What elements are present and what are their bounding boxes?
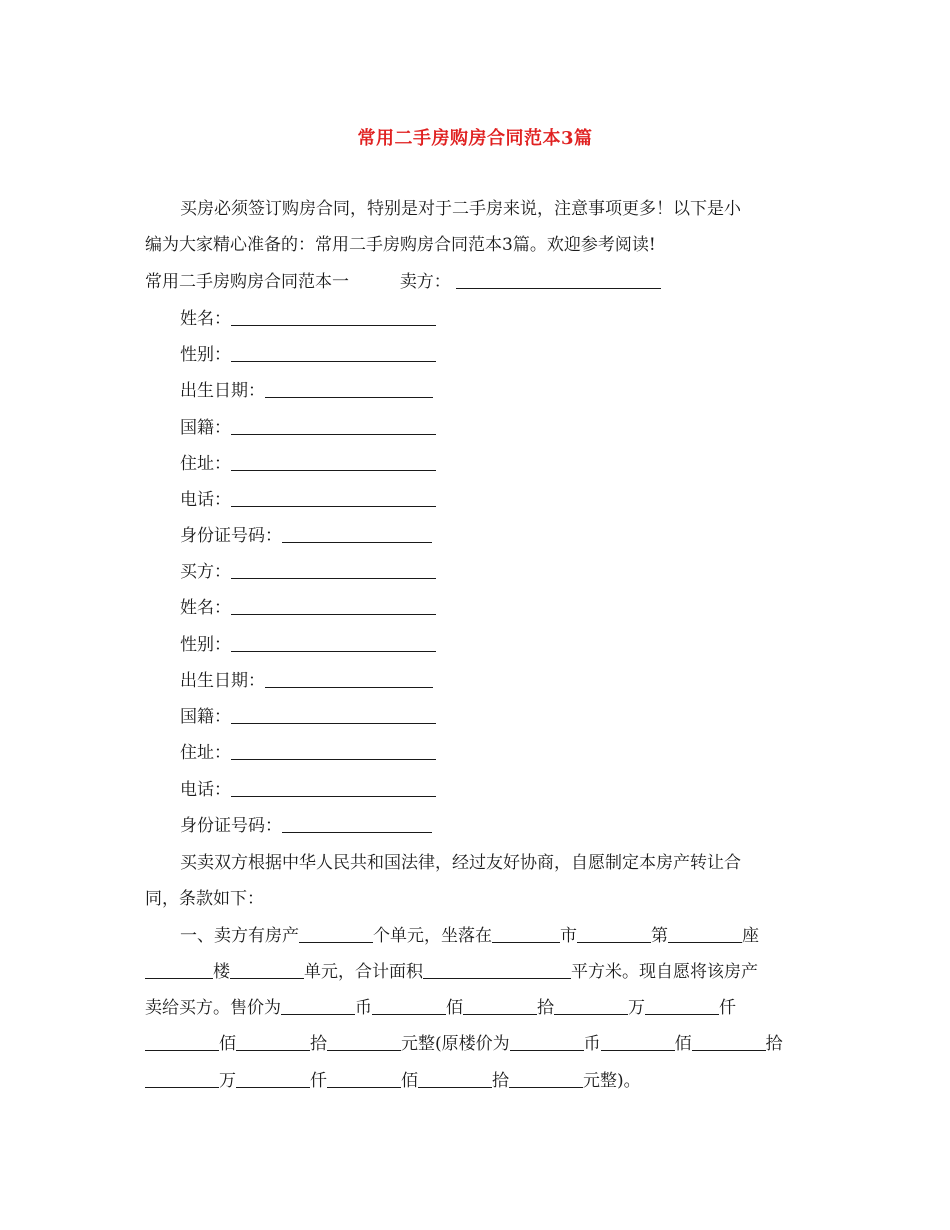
clause-row	[145, 1070, 641, 1092]
seller-blank	[456, 272, 661, 289]
clause-text: 拾	[765, 1034, 783, 1054]
fill-blank	[327, 1071, 401, 1088]
fill-blank	[145, 962, 213, 979]
intro-line-2: 编为大家精心准备的：常用二手房购房合同范本3篇。欢迎参考阅读!	[145, 235, 656, 255]
fill-blank	[645, 998, 719, 1015]
buyer-row	[180, 561, 436, 583]
fill-blank	[601, 1034, 675, 1051]
field-row	[180, 489, 436, 511]
field-label: 出生日期：	[180, 671, 265, 691]
clause-text: 单元，合计面积	[304, 962, 423, 982]
clause-text: 佰	[446, 998, 463, 1018]
clause-text: 平方米。现自愿将该房产	[571, 962, 758, 982]
fill-blank	[236, 1071, 310, 1088]
clause-text: 拾	[537, 998, 554, 1018]
field-row	[180, 308, 436, 330]
field-label: 性别：	[180, 635, 231, 655]
fill-blank	[510, 1034, 584, 1051]
clause-text: 佰	[219, 1034, 236, 1054]
fill-blank	[231, 418, 436, 435]
field-row	[180, 597, 436, 619]
clause-row	[145, 1033, 783, 1055]
field-row	[180, 525, 432, 547]
fill-blank	[231, 562, 436, 579]
fill-blank	[231, 490, 436, 507]
fill-blank	[463, 998, 537, 1015]
field-row	[180, 779, 436, 801]
seller-label: 卖方：	[399, 272, 451, 292]
fill-blank	[509, 1071, 583, 1088]
fill-blank	[327, 1034, 401, 1051]
clause-text: 币	[583, 1034, 601, 1054]
fill-blank	[231, 454, 436, 471]
field-label: 国籍：	[180, 707, 231, 727]
clause-row	[145, 961, 758, 983]
fill-blank	[145, 1034, 219, 1051]
field-row	[180, 670, 433, 692]
clause-row	[180, 925, 759, 947]
intro-line-1: 买房必须签订购房合同，特别是对于二手房来说，注意事项更多！以下是小	[180, 199, 741, 219]
clause-text: 仟	[719, 998, 736, 1018]
agreement-line-1: 买卖双方根据中华人民共和国法律，经过友好协商，自愿制定本房产转让合	[180, 853, 741, 873]
agreement-line-2: 同，条款如下：	[145, 889, 264, 909]
field-row	[180, 706, 436, 728]
field-label: 国籍：	[180, 418, 231, 438]
clause-text: 楼	[213, 962, 230, 982]
clause-text: 元整)。	[583, 1071, 641, 1091]
field-label: 性别：	[180, 345, 231, 365]
fill-blank	[668, 926, 742, 943]
fill-blank	[231, 345, 436, 362]
fill-blank	[231, 635, 436, 652]
field-label: 身份证号码：	[180, 526, 282, 546]
field-label: 电话：	[180, 490, 231, 510]
fill-blank	[299, 926, 373, 943]
field-row	[180, 634, 436, 656]
clause-text: 币	[355, 998, 372, 1018]
field-label: 出生日期：	[180, 381, 265, 401]
clause-text: 第	[651, 926, 668, 946]
clause-text: 万	[219, 1071, 236, 1091]
fill-blank	[265, 381, 433, 398]
fill-blank	[231, 309, 436, 326]
field-row	[180, 380, 433, 402]
fill-blank	[231, 707, 436, 724]
clause-text: 一、卖方有房产	[180, 926, 299, 946]
clause-text: 万	[628, 998, 645, 1018]
fill-blank	[231, 780, 436, 797]
fill-blank	[281, 998, 355, 1015]
fill-blank	[265, 671, 433, 688]
clause-text: 佰	[401, 1071, 418, 1091]
fill-blank	[231, 743, 436, 760]
field-label: 身份证号码：	[180, 816, 282, 836]
field-row	[180, 815, 432, 837]
fill-blank	[145, 1071, 219, 1088]
clause-text: 市	[560, 926, 577, 946]
clause-text: 拾	[310, 1034, 327, 1054]
field-label: 电话：	[180, 780, 231, 800]
page-title: 常用二手房购房合同范本3篇	[357, 128, 593, 149]
section-heading-row	[145, 271, 661, 293]
clause-text: 佰	[674, 1034, 692, 1054]
section-heading: 常用二手房购房合同范本一	[145, 272, 349, 292]
buyer-label: 买方：	[180, 562, 231, 582]
fill-blank	[492, 926, 560, 943]
clause-text: 卖给买方。售价为	[145, 998, 281, 1018]
fill-blank	[577, 926, 651, 943]
field-row	[180, 417, 436, 439]
fill-blank	[372, 998, 446, 1015]
field-row	[180, 453, 436, 475]
field-label: 住址：	[180, 454, 231, 474]
fill-blank	[418, 1071, 492, 1088]
field-row	[180, 742, 436, 764]
fill-blank	[282, 526, 432, 543]
clause-text: 个单元，坐落在	[373, 926, 492, 946]
fill-blank	[282, 816, 432, 833]
fill-blank	[554, 998, 628, 1015]
fill-blank	[230, 962, 304, 979]
fill-blank	[692, 1034, 766, 1051]
clause-text: 仟	[310, 1071, 327, 1091]
field-label: 姓名：	[180, 598, 231, 618]
fill-blank	[423, 962, 571, 979]
field-row	[180, 344, 436, 366]
fill-blank	[236, 1034, 310, 1051]
clause-text: 元整(原楼价为	[401, 1034, 510, 1054]
clause-text: 拾	[492, 1071, 509, 1091]
field-label: 住址：	[180, 743, 231, 763]
clause-row	[145, 997, 736, 1019]
clause-text: 座	[742, 926, 759, 946]
fill-blank	[231, 598, 436, 615]
field-label: 姓名：	[180, 309, 231, 329]
